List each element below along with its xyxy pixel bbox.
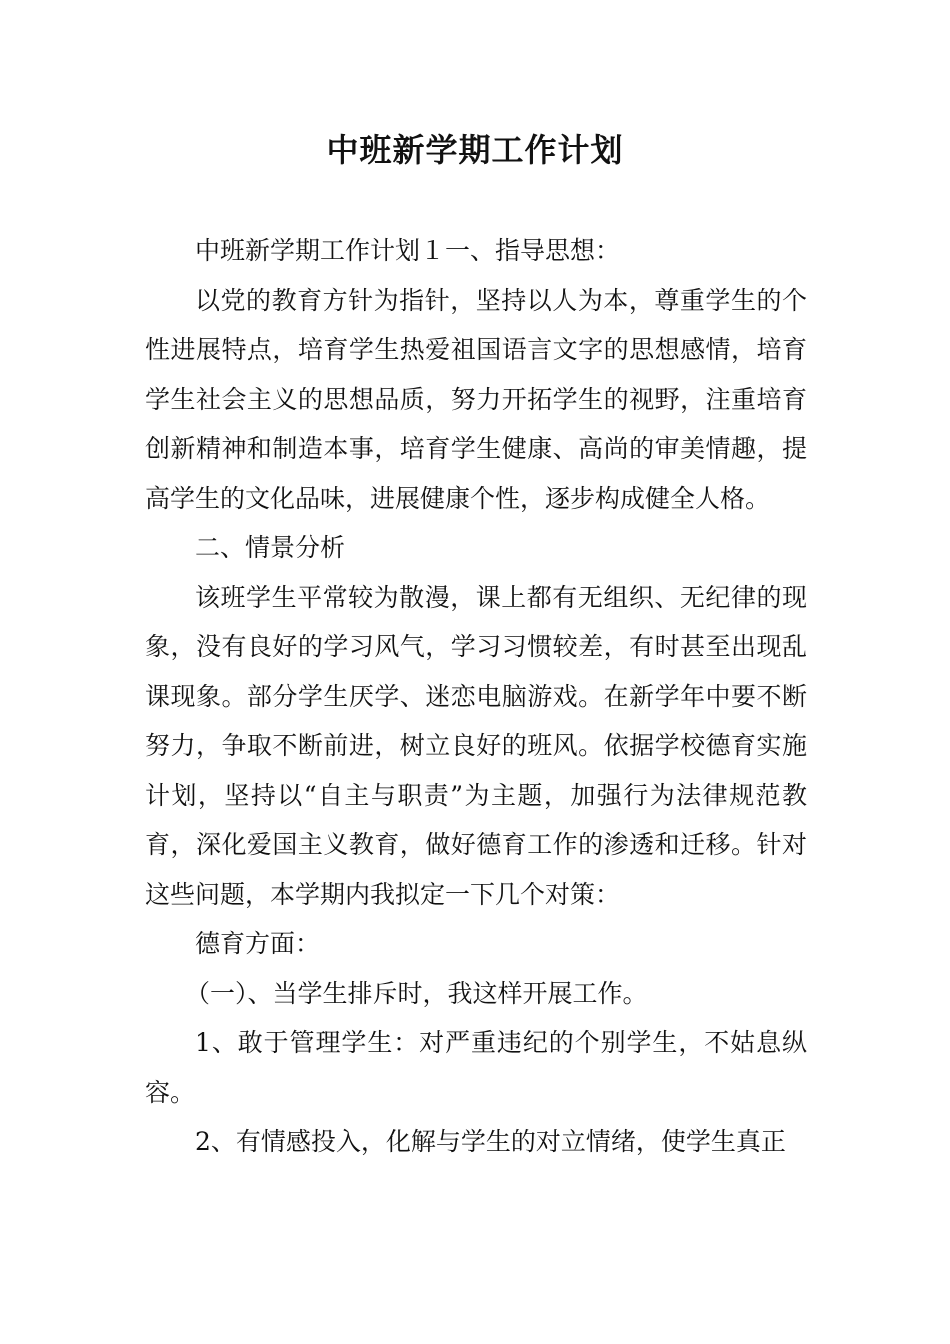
paragraph-situation-heading: 二、情景分析: [195, 533, 346, 562]
paragraph-item-1: 1、敢于管理学生：对严重违纪的个别学生，不姑息纵容。: [145, 1028, 807, 1107]
document-body: [145, 226, 807, 1167]
paragraph-moral-education-heading: 德育方面：: [195, 929, 321, 958]
document-title: 中班新学期工作计划: [326, 131, 624, 169]
paragraph-section-one: （一）、当学生排斥时，我这样开展工作。: [185, 978, 648, 1008]
paragraph-situation-analysis: 该班学生平常较为散漫，课上都有无组织、无纪律的现象，没有良好的学习风气，学习习惯较差，有时甚至出现乱课现象。部分学生厌学、迷恋电脑游戏。在新学年中要不断努力，争取不断前进，树立良好的班风。依据学校德育实施计划，坚持以“自主与职责”为主题，加强行为法律规范教育，深化爱国主义教育，做好德育工作的渗透和迁移。针对这些问题，本学期内我拟定一下几个对策：: [145, 582, 807, 909]
paragraph-item-2: 2、有情感投入，化解与学生的对立情绪，使学生真正: [195, 1127, 786, 1156]
paragraph-guiding-ideology: 以党的教育方针为指针，坚持以人为本，尊重学生的个性进展特点，培育学生热爱祖国语言文字的思想感情，培育学生社会主义的思想品质，努力开拓学生的视野，注重培育创新精神和制造本事，培育学生健康、高尚的审美情趣，提高学生的文化品味，进展健康个性，逐步构成健全人格。: [145, 285, 807, 513]
paragraph-intro: 中班新学期工作计划１一、指导思想：: [195, 236, 621, 265]
